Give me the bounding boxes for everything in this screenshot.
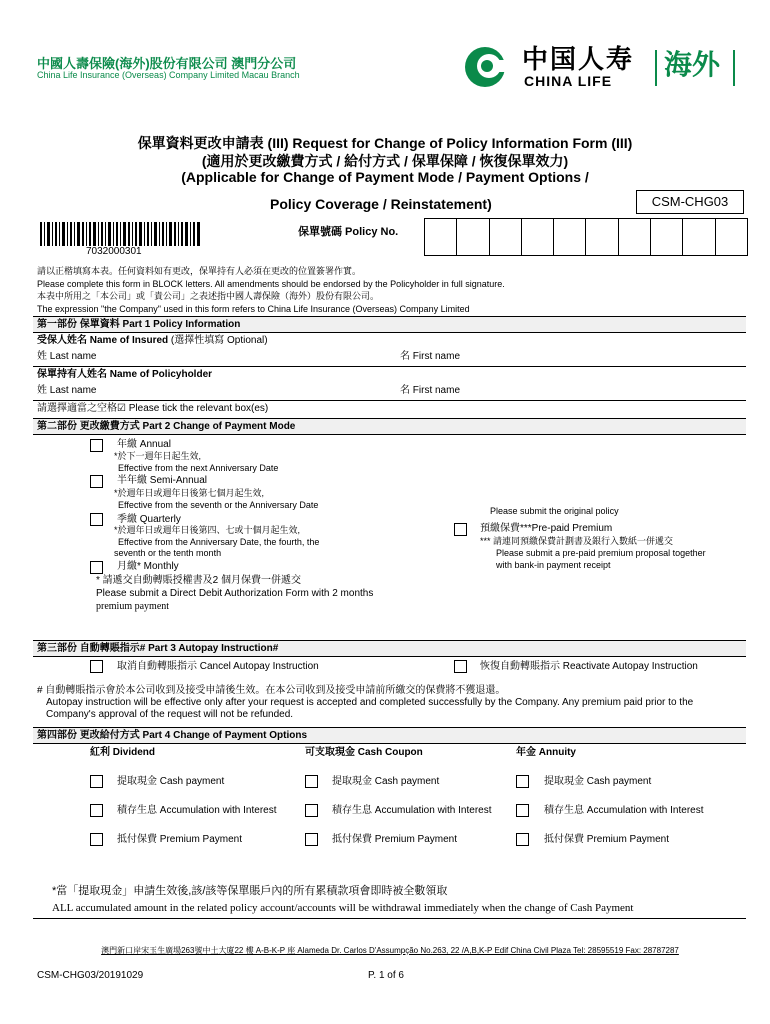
tick-note: 請選擇適當之空格☑ Please tick the relevant box(es) <box>37 403 269 414</box>
policy-no-input[interactable] <box>424 218 748 256</box>
reactivate-autopay-label: 恢復自動轉賬指示 Reactivate Autopay Instruction <box>480 661 698 672</box>
insured-first-name-input[interactable] <box>470 348 740 364</box>
coupon-premium-label: 抵付保費 Premium Payment <box>332 834 458 845</box>
quarterly-label: 季繳 Quarterly <box>117 514 181 525</box>
cash-payment-note-en: ALL accumulated amount in the related policy account/accounts will be withdrawal immediately when the change of Cash Payment <box>52 902 634 914</box>
quarterly-note-en1: Effective from the Anniversary Date, the fourth, the <box>118 537 320 547</box>
dividend-column-header: 紅利 Dividend <box>90 747 156 758</box>
prepaid-premium-checkbox[interactable] <box>454 523 467 536</box>
footer-page-number: P. 1 of 6 <box>368 970 404 981</box>
insured-label: 受保人姓名 Name of Insured (選擇性填寫 Optional) <box>37 335 268 346</box>
quarterly-note-cn: *於週年日或週年日後第四、七或十個月起生效, <box>114 525 301 535</box>
semi-annual-note-en: Effective from the seventh or the Anniversary Date <box>118 500 319 510</box>
quarterly-checkbox[interactable] <box>90 513 103 526</box>
semi-annual-checkbox[interactable] <box>90 475 103 488</box>
monthly-note-cn: * 請遞交自動轉賬授權書及2 個月保費一併遞交 <box>96 575 302 586</box>
prepaid-note-cn: *** 請連同預繳保費計劃書及銀行入數紙一併遞交 <box>480 536 674 546</box>
annual-note-en: Effective from the next Anniversary Date <box>118 463 279 473</box>
semi-annual-note-cn: *於週年日或週年日後第七個月起生效, <box>114 488 265 498</box>
insured-first-name-label: 名 First name <box>400 351 461 362</box>
coupon-premium-checkbox[interactable] <box>305 833 318 846</box>
logo-cn: 中国人寿 <box>522 44 635 74</box>
monthly-label: 月繳* Monthly <box>117 561 179 572</box>
prepaid-premium-label: 預繳保費***Pre-paid Premium <box>480 523 613 534</box>
logo-overseas: 海外 <box>664 49 721 80</box>
monthly-note-en1: Please submit a Direct Debit Authorization Form with 2 months <box>96 588 374 599</box>
autopay-note-cn: # 自動轉賬指示會於本公司收到及接受申請後生效。在本公司收到及接受申請前所繳交的保費將不獲退還。 <box>37 685 506 696</box>
dividend-cash-label: 提取現金 Cash payment <box>117 776 225 787</box>
policyholder-last-name-input[interactable] <box>100 382 390 398</box>
instruction-en-2: The expression "the Company" used in this form refers to China Life Insurance (Overseas) Company Limited <box>37 304 470 314</box>
coupon-accumulation-checkbox[interactable] <box>305 804 318 817</box>
cancel-autopay-checkbox[interactable] <box>90 660 103 673</box>
dividend-accumulation-label: 積存生息 Accumulation with Interest <box>117 805 277 816</box>
monthly-checkbox[interactable] <box>90 561 103 574</box>
form-title-line4: Policy Coverage / Reinstatement) <box>270 196 492 212</box>
cancel-autopay-label: 取消自動轉賬指示 Cancel Autopay Instruction <box>117 661 319 672</box>
original-policy-note: Please submit the original policy <box>490 506 619 516</box>
annuity-accumulation-checkbox[interactable] <box>516 804 529 817</box>
insured-last-name-label: 姓 Last name <box>37 351 97 362</box>
prepaid-note-en1: Please submit a pre-paid premium proposal together <box>496 548 706 558</box>
barcode <box>40 222 200 246</box>
autopay-note-en2: Company's approval of the request will not be refunded. <box>46 709 294 720</box>
semi-annual-label: 半年繳 Semi-Annual <box>117 475 208 486</box>
policyholder-label: 保單持有人姓名 Name of Policyholder <box>37 369 213 380</box>
coupon-accumulation-label: 積存生息 Accumulation with Interest <box>332 805 492 816</box>
part2-header: 第二部份 更改繳費方式 Part 2 Change of Payment Mode <box>37 421 296 432</box>
company-name-cn: 中國人壽保險(海外)股份有限公司 澳門分公司 <box>37 56 297 71</box>
annual-checkbox[interactable] <box>90 439 103 452</box>
part4-header: 第四部份 更改給付方式 Part 4 Change of Payment Options <box>37 730 308 741</box>
instruction-cn-2: 本表中所用之「本公司」或「貴公司」之表述指中國人壽保險（海外）股份有限公司。 <box>37 291 380 301</box>
insured-last-name-input[interactable] <box>100 348 390 364</box>
footer-address: 澳門新口岸宋玉生廣場263號中土大廈22 樓 A-B-K-P 座 Alameda Dr. Carlos D'Assumpção No.263, 22 /A,B,K-P Edif China Civil Plaza Tel: 28595519 Fax: 28787287 <box>101 946 679 955</box>
form-title-line1: 保單資料更改申請表 (III) Request for Change of Policy Information Form (III) <box>137 135 633 151</box>
reactivate-autopay-checkbox[interactable] <box>454 660 467 673</box>
footer-form-code: CSM-CHG03/20191029 <box>37 970 144 981</box>
quarterly-note-en2: seventh or the tenth month <box>114 548 222 558</box>
policyholder-last-name-label: 姓 Last name <box>37 385 97 396</box>
part3-header: 第三部份 自動轉賬指示# Part 3 Autopay Instruction# <box>37 643 279 654</box>
cash-coupon-column-header: 可支取現金 Cash Coupon <box>305 747 423 758</box>
barcode-number: 7032000301 <box>86 246 142 257</box>
logo-en: CHINA LIFE <box>524 73 613 89</box>
coupon-cash-label: 提取現金 Cash payment <box>332 776 440 787</box>
annuity-cash-label: 提取現金 Cash payment <box>544 776 652 787</box>
form-code: CSM-CHG03 <box>636 190 744 214</box>
instruction-en-1: Please complete this form in BLOCK letters. All amendments should be endorsed by the Policyholder in full signature. <box>37 279 505 289</box>
autopay-note-en1: Autopay instruction will be effective only after your request is accepted and completed successfully by the Company. Any premium paid prior to the <box>46 697 694 708</box>
dividend-cash-checkbox[interactable] <box>90 775 103 788</box>
policyholder-first-name-input[interactable] <box>470 382 740 398</box>
instruction-cn-1: 請以正楷填寫本表。任何資料如有更改，保單持有人必須在更改的位置簽署作實。 <box>37 266 362 276</box>
policy-no-label: 保單號碼 Policy No. <box>298 226 399 238</box>
policyholder-first-name-label: 名 First name <box>400 385 461 396</box>
form-title-line3: (Applicable for Change of Payment Mode / Payment Options / <box>181 169 589 185</box>
china-life-logo-icon <box>462 44 518 90</box>
annual-note-cn: *於下一週年日起生效, <box>114 451 202 461</box>
company-name-en: China Life Insurance (Overseas) Company Limited Macau Branch <box>37 70 300 80</box>
monthly-note-en2: premium payment <box>96 601 170 612</box>
dividend-accumulation-checkbox[interactable] <box>90 804 103 817</box>
form-title-line2: (適用於更改繳費方式 / 給付方式 / 保單保障 / 恢復保單效力) <box>201 153 569 169</box>
dividend-premium-checkbox[interactable] <box>90 833 103 846</box>
dividend-premium-label: 抵付保費 Premium Payment <box>117 834 243 845</box>
coupon-cash-checkbox[interactable] <box>305 775 318 788</box>
annuity-column-header: 年金 Annuity <box>516 747 576 758</box>
annuity-premium-checkbox[interactable] <box>516 833 529 846</box>
prepaid-note-en2: with bank-in payment receipt <box>496 560 611 570</box>
annuity-accumulation-label: 積存生息 Accumulation with Interest <box>544 805 704 816</box>
annuity-cash-checkbox[interactable] <box>516 775 529 788</box>
annual-label: 年繳 Annual <box>117 439 171 450</box>
cash-payment-note-cn: *當「提取現金」申請生效後,該/該等保單賬戶內的所有累積款項會即時被全數領取 <box>52 885 448 897</box>
part1-header: 第一部份 保單資料 Part 1 Policy Information <box>37 319 241 330</box>
annuity-premium-label: 抵付保費 Premium Payment <box>544 834 670 845</box>
